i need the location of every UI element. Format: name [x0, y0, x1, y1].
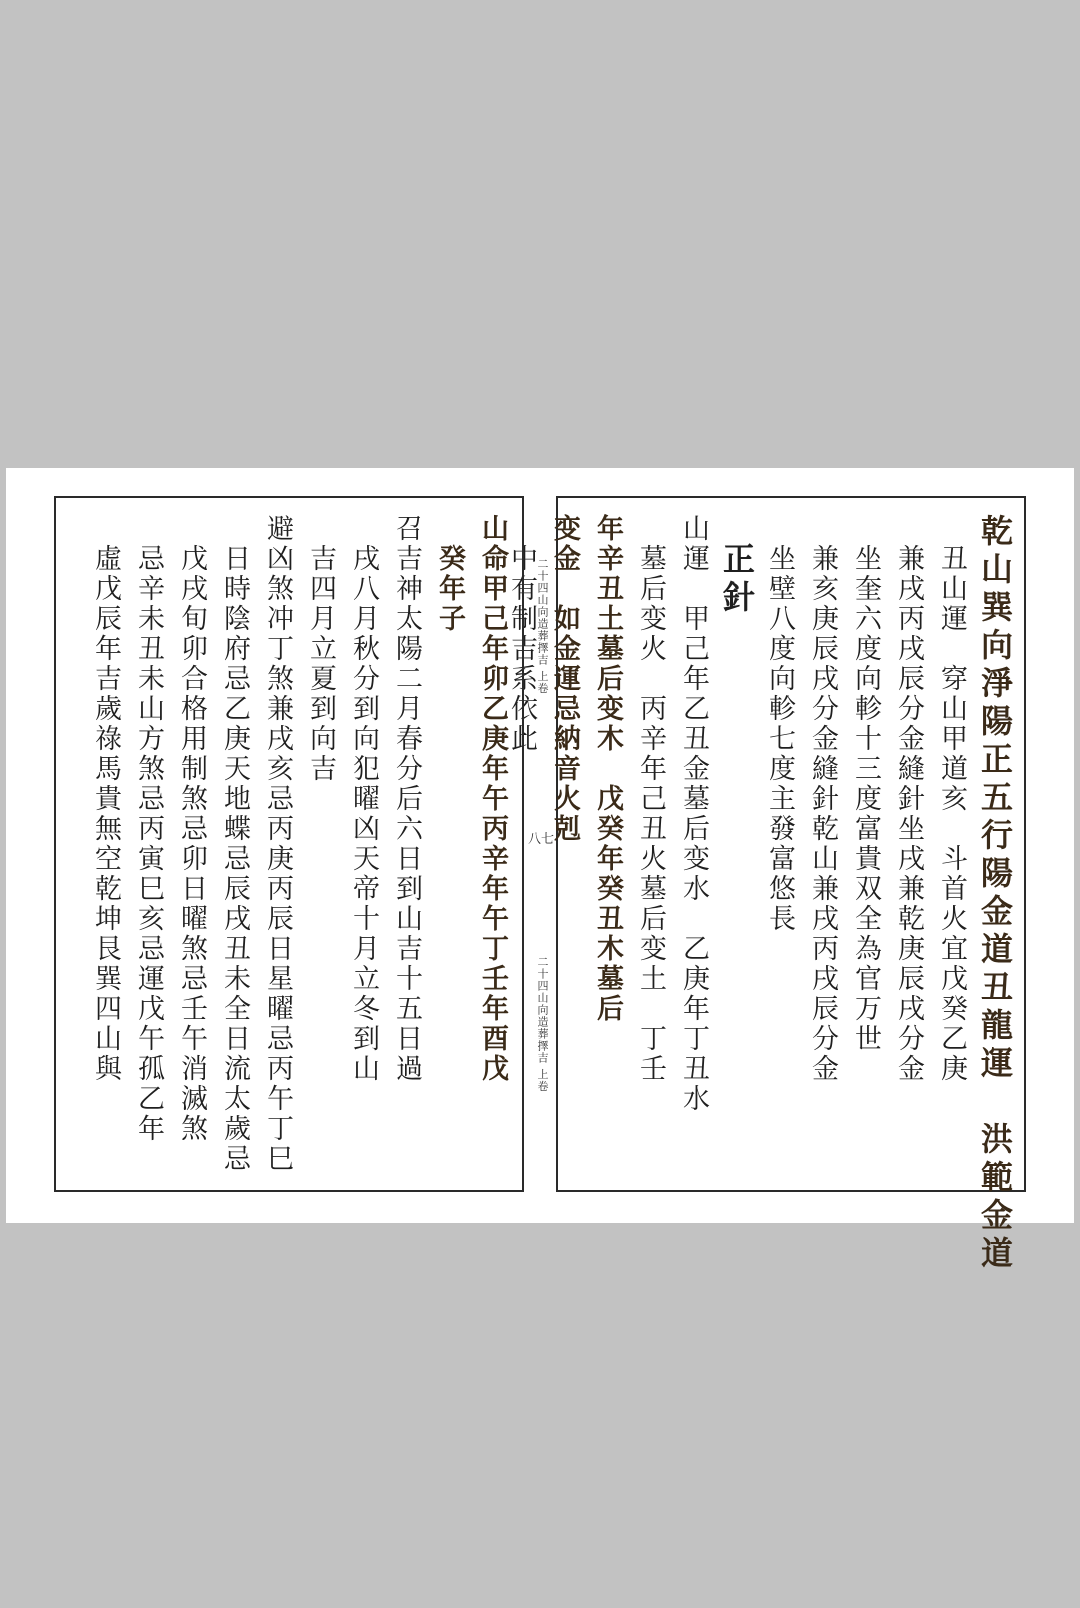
scanned-spread — [6, 468, 1074, 1274]
text-column: 虛戊辰年吉歲祿馬貴無空乾坤艮巽四山與 — [90, 514, 121, 1084]
text-column: 戌八月秋分到向犯曜凶天帝十月立冬到山 — [348, 514, 379, 1084]
text-column: 山運 甲己年乙丑金墓后变水 乙庚年丁丑水 — [678, 514, 709, 1114]
text-column: 丑山運 穿山甲道亥 斗首火宜戊癸乙庚 — [936, 514, 967, 1084]
running-head: 二十四山向造葬擇吉 上卷 — [536, 956, 549, 1093]
text-column: 召吉神太陽二月春分后六日到山吉十五日過 — [391, 514, 422, 1084]
page-gutter — [524, 468, 556, 1223]
text-column: 癸年子 — [434, 514, 465, 634]
section-heading: 正針 — [718, 542, 756, 618]
left-page-text — [64, 514, 514, 1180]
text-column: 年辛丑土墓后变木 戊癸年癸丑木墓后 — [592, 514, 623, 1024]
text-column: 乾山巽向淨陽正五行陽金道丑龍運 洪範金道 — [976, 514, 1014, 1274]
text-column: 兼亥庚辰戌分金縫針乾山兼戌丙戌辰分金 — [807, 514, 838, 1084]
text-column: 墓后变火 丙辛年己丑火墓后变土 丁壬 — [635, 514, 666, 1084]
text-column: 日時陰府忌乙庚天地蝶忌辰戌丑未全日流太歲忌 — [219, 514, 250, 1174]
text-column: 兼戌丙戌辰分金縫針坐戌兼乾庚辰戌分金 — [893, 514, 924, 1084]
running-head: 二十四山向造葬擇吉 上卷 — [536, 558, 549, 695]
text-column: 避凶煞冲丁煞兼戌亥忌丙庚丙辰日星曜忌丙午丁巳 — [262, 514, 293, 1174]
text-column: 坐奎六度向軫十三度富貴双全為官万世 — [850, 514, 881, 1054]
text-column: 忌辛未丑未山方煞忌丙寅巳亥忌運戊午孤乙年 — [133, 514, 164, 1144]
text-column: 变金 如金運忌納音火剋 — [549, 514, 580, 844]
page-number: 八七 — [528, 832, 555, 847]
text-column: 中有制吉系依此 — [506, 514, 537, 754]
text-column: 吉四月立夏到向吉 — [305, 514, 336, 784]
left-page — [54, 496, 524, 1192]
text-column: 坐壁八度向軫七度主發富悠長 — [764, 514, 795, 934]
text-column: 山命甲己年卯乙庚年午丙辛年午丁壬年酉戊 — [477, 514, 508, 1084]
text-column: 戊戌旬卯合格用制煞忌卯日曜煞忌壬午消滅煞 — [176, 514, 207, 1144]
